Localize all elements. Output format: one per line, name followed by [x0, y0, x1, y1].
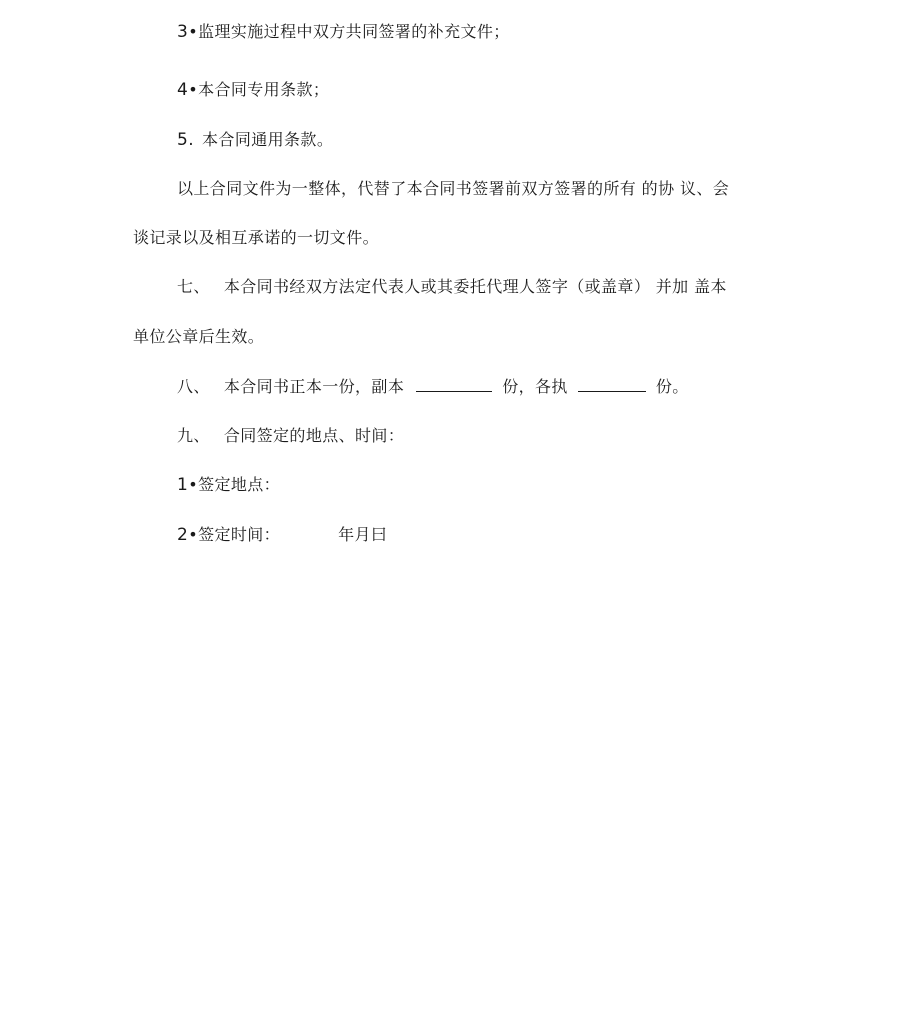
clause-9	[177, 426, 404, 446]
sub-item-2	[177, 525, 387, 545]
clause-text-a: 本合同书正本一份，副本	[223, 377, 405, 396]
bullet-separator: •	[188, 525, 199, 544]
sub-item-1	[177, 475, 280, 495]
bullet-separator: •	[188, 475, 199, 494]
list-item-5	[177, 130, 333, 150]
each-holds-blank	[578, 377, 646, 392]
clause-text-b: 份，各执	[502, 377, 568, 396]
clause-7-line-1	[177, 277, 727, 297]
item-text: 本合同通用条款。	[202, 130, 334, 149]
clause-number: 七、	[177, 277, 210, 296]
item-number: 1	[177, 475, 189, 495]
copies-blank	[416, 377, 492, 392]
clause-text: 合同签定的地点、时间：	[223, 426, 405, 445]
summary-paragraph-line-2: 谈记录以及相互承诺的一切文件。	[133, 228, 380, 247]
list-item-3	[177, 22, 510, 42]
item-text: 签定时间：	[198, 525, 281, 544]
clause-text: 本合同书经双方法定代表人或其委托代理人签字（或盖章） 并加 盖本	[223, 277, 727, 296]
bullet-separator: •	[188, 80, 199, 99]
summary-paragraph-line-1: 以上合同文件为一整体，代替了本合同书签署前双方签署的所有 的协 议、会	[177, 179, 730, 198]
item-number: 5.	[177, 130, 195, 150]
clause-8	[177, 377, 689, 397]
clause-text-c: 份。	[655, 377, 689, 396]
clause-7-line-2: 单位公章后生效。	[133, 327, 265, 346]
item-number: 3	[177, 22, 189, 42]
item-number: 4	[177, 80, 189, 100]
item-text: 本合同专用条款；	[198, 80, 330, 99]
bullet-separator: •	[188, 22, 199, 41]
item-text: 监理实施过程中双方共同签署的补充文件；	[198, 22, 510, 41]
clause-number: 八、	[177, 377, 210, 396]
date-text: 年月曰	[338, 525, 388, 544]
clause-number: 九、	[177, 426, 210, 445]
item-number: 2	[177, 525, 189, 545]
list-item-4	[177, 80, 329, 100]
item-text: 签定地点：	[198, 475, 281, 494]
